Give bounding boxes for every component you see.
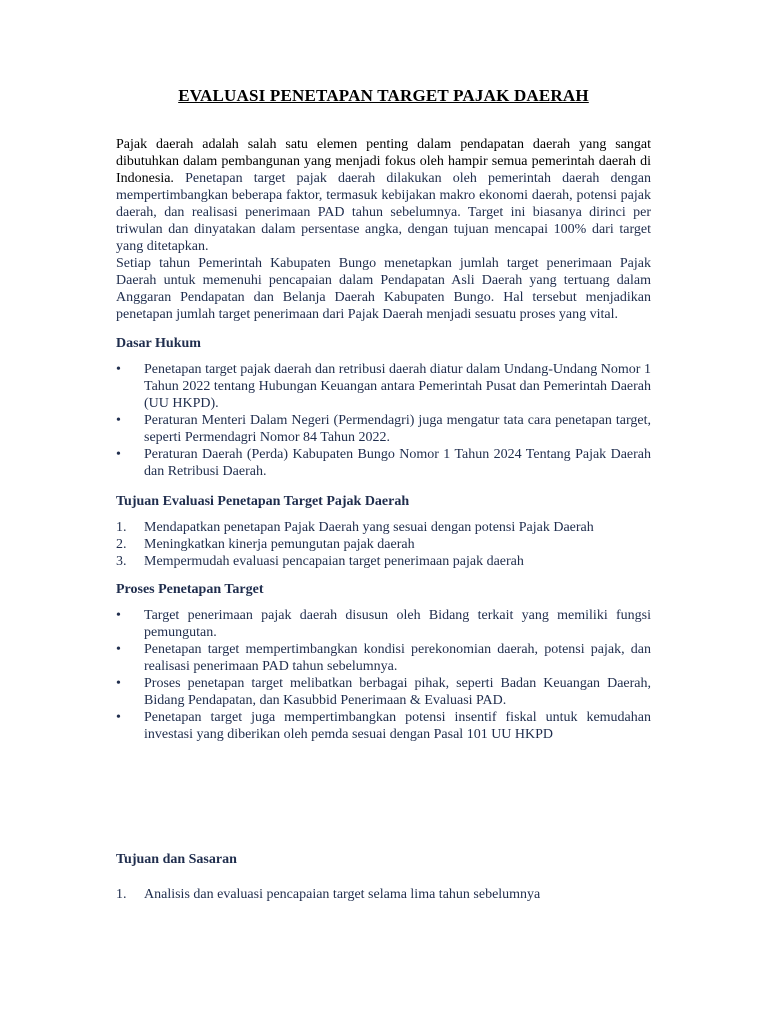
list-item	[116, 641, 651, 675]
list-number: 1.	[116, 887, 127, 902]
bullet-icon: •	[116, 413, 121, 428]
list-item-text: Peraturan Menteri Dalam Negeri (Permendagri) juga mengatur tata cara penetapan target, seperti Permendagri Nomor 84 Tahun 2022.	[144, 413, 651, 445]
list-item	[116, 446, 651, 480]
list-item-text: Analisis dan evaluasi pencapaian target selama lima tahun sebelumnya	[144, 887, 541, 902]
list-item-text: Peraturan Daerah (Perda) Kabupaten Bungo Nomor 1 Tahun 2024 Tentang Pajak Daerah dan Retribusi Daerah.	[144, 447, 651, 479]
bullet-icon: •	[116, 710, 121, 725]
list-number: 3.	[116, 554, 127, 569]
blank-space	[116, 743, 651, 851]
document-title: EVALUASI PENETAPAN TARGET PAJAK DAERAH	[178, 86, 589, 105]
dasar-hukum-list	[116, 361, 651, 480]
proses-list	[116, 607, 651, 743]
list-item	[116, 553, 651, 570]
bullet-icon: •	[116, 608, 121, 623]
bullet-icon: •	[116, 642, 121, 657]
list-item	[116, 412, 651, 446]
intro-paragraph	[116, 136, 651, 255]
document-page	[116, 86, 651, 903]
section-heading-tujuan-evaluasi: Tujuan Evaluasi Penetapan Target Pajak Daerah	[116, 494, 410, 509]
list-item	[116, 536, 651, 553]
list-number: 1.	[116, 520, 127, 535]
tujuan-sasaran-list	[116, 886, 651, 903]
list-item-text: Penetapan target mempertimbangkan kondisi perekonomian daerah, potensi pajak, dan realisasi penerimaan PAD tahun sebelumnya.	[144, 642, 651, 674]
list-item	[116, 675, 651, 709]
section-heading-tujuan-sasaran: Tujuan dan Sasaran	[116, 852, 237, 867]
section-heading-proses: Proses Penetapan Target	[116, 582, 264, 597]
list-item	[116, 519, 651, 536]
tujuan-evaluasi-list	[116, 519, 651, 570]
intro-text-part1: Pajak daerah adalah salah satu elemen penting dalam pendapatan daerah yang sangat dibutuhkan dalam pembangunan yang menjadi fokus oleh hampir semua pemerintah daerah di Indonesia.	[116, 137, 651, 186]
list-item-text: Proses penetapan target melibatkan berbagai pihak, seperti Badan Keuangan Daerah, Bidang Pendapatan, dan Kasubbid Penerimaan & Evaluasi PAD.	[144, 676, 651, 708]
bullet-icon: •	[116, 362, 121, 377]
list-item-text: Meningkatkan kinerja pemungutan pajak daerah	[144, 537, 415, 552]
intro-text-part2: Penetapan target pajak daerah dilakukan oleh pemerintah daerah dengan mempertimbangkan beberapa faktor, termasuk kebijakan makro ekonomi daerah, potensi pajak daerah, dan realisasi penerimaan PAD tahun sebelumnya. Target ini biasanya dirinci per triwulan dan dinyatakan dalam persentase angka, dengan tujuan mencapai 100% dari target yang ditetapkan.	[116, 171, 651, 254]
list-item	[116, 886, 651, 903]
list-item-text: Penetapan target juga mempertimbangkan potensi insentif fiskal untuk kemudahan investasi yang diberikan oleh pemda sesuai dengan Pasal 101 UU HKPD	[144, 710, 651, 742]
section-heading-dasar-hukum: Dasar Hukum	[116, 336, 201, 351]
list-number: 2.	[116, 537, 127, 552]
list-item	[116, 607, 651, 641]
list-item-text: Target penerimaan pajak daerah disusun oleh Bidang terkait yang memiliki fungsi pemungutan.	[144, 608, 651, 640]
list-item	[116, 709, 651, 743]
list-item	[116, 361, 651, 412]
bullet-icon: •	[116, 676, 121, 691]
list-item-text: Mempermudah evaluasi pencapaian target penerimaan pajak daerah	[144, 554, 524, 569]
list-item-text: Mendapatkan penetapan Pajak Daerah yang sesuai dengan potensi Pajak Daerah	[144, 520, 594, 535]
bullet-icon: •	[116, 447, 121, 462]
list-item-text: Penetapan target pajak daerah dan retribusi daerah diatur dalam Undang-Undang Nomor 1 Tahun 2022 tentang Hubungan Keuangan antara Pemerintah Pusat dan Pemerintah Daerah (UU HKPD).	[144, 362, 651, 411]
intro-paragraph-2: Setiap tahun Pemerintah Kabupaten Bungo menetapkan jumlah target penerimaan Pajak Daerah untuk memenuhi pencapaian dalam Pendapatan Asli Daerah yang tertuang dalam Anggaran Pendapatan dan Belanja Daerah Kabupaten Bungo. Hal tersebut menjadikan penetapan jumlah target penerimaan dari Pajak Daerah menjadi sesuatu proses yang vital.	[116, 256, 651, 322]
